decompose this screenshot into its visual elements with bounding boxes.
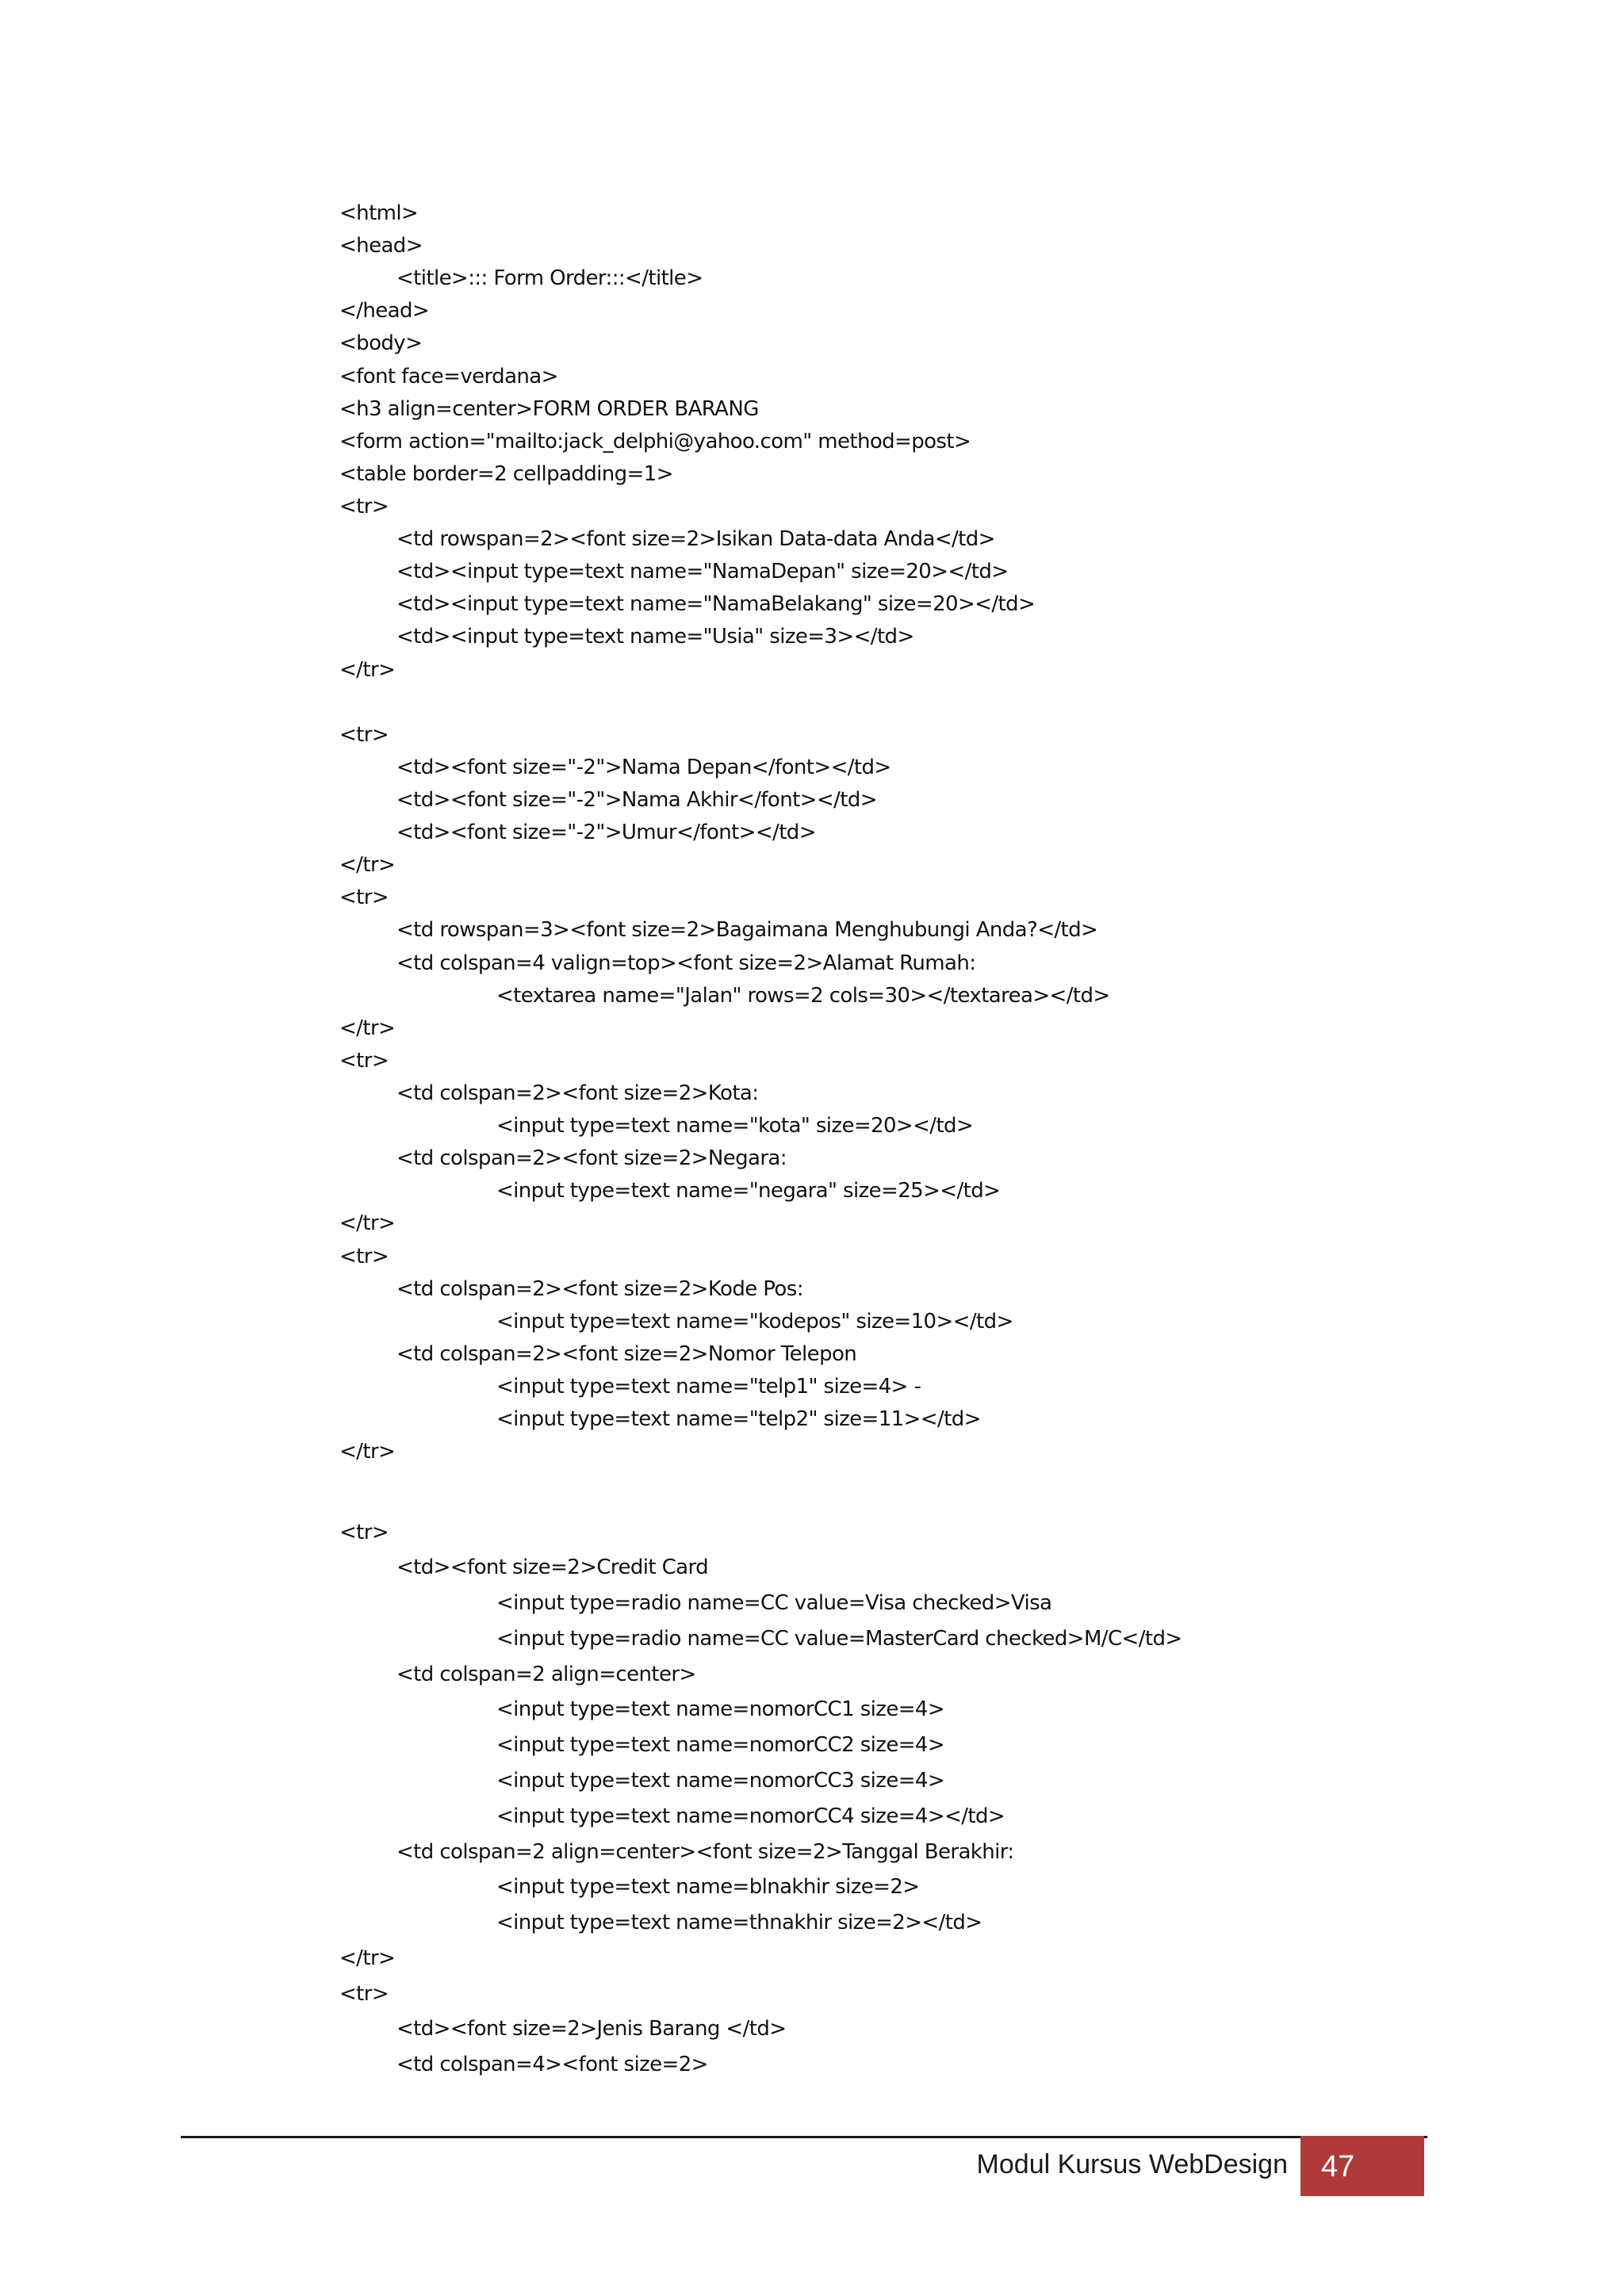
code-line: <font face=verdana>: [339, 365, 558, 388]
footer-title: Modul Kursus WebDesign: [976, 2149, 1288, 2179]
code-line: </head>: [339, 299, 430, 323]
code-line: <body>: [339, 331, 423, 355]
code-line: <form action="mailto:jack_delphi@yahoo.com" method=post>: [339, 430, 971, 453]
code-line: <input type=text name=thnakhir size=2></td>: [496, 1911, 982, 1934]
code-line: <html>: [339, 201, 419, 225]
code-line: <td><font size="-2">Nama Akhir</font></td>: [396, 788, 877, 812]
code-line: <td colspan=4 valign=top><font size=2>Alamat Rumah:: [396, 951, 976, 975]
code-line: <textarea name="Jalan" rows=2 cols=30></textarea></td>: [496, 984, 1110, 1008]
code-line: <input type=text name="negara" size=25></td>: [496, 1179, 1001, 1203]
code-line: <td colspan=2 align=center>: [396, 1663, 696, 1686]
code-line: </tr>: [339, 1440, 396, 1464]
code-line: </tr>: [339, 658, 396, 682]
code-line: <td colspan=2 align=center><font size=2>Tanggal Berakhir:: [396, 1840, 1014, 1864]
code-line: <input type=text name=nomorCC2 size=4>: [496, 1733, 945, 1757]
code-line: <td colspan=2><font size=2>Negara:: [396, 1146, 787, 1170]
code-line: <h3 align=center>FORM ORDER BARANG: [339, 397, 759, 421]
code-line: </tr>: [339, 1211, 396, 1235]
code-line: <tr>: [339, 1049, 389, 1073]
code-line: <input type=text name="kota" size=20></td>: [496, 1114, 974, 1138]
code-line: <tr>: [339, 1521, 389, 1544]
code-line: <input type=text name=nomorCC1 size=4>: [496, 1697, 945, 1721]
code-line: <td colspan=4><font size=2>: [396, 2053, 708, 2076]
page-number-badge: [1300, 2136, 1424, 2196]
code-line: <table border=2 cellpadding=1>: [339, 462, 673, 486]
code-line: <td><font size=2>Jenis Barang </td>: [396, 2017, 787, 2041]
code-line: <input type=text name="telp2" size=11></td>: [496, 1407, 981, 1431]
code-line: <tr>: [339, 1245, 389, 1269]
code-line: <tr>: [339, 495, 389, 519]
code-line: </tr>: [339, 1016, 396, 1040]
code-line: <td rowspan=3><font size=2>Bagaimana Menghubungi Anda?</td>: [396, 918, 1098, 942]
code-line: <input type=text name=blnakhir size=2>: [496, 1875, 920, 1899]
code-line: </tr>: [339, 853, 396, 877]
code-line: <input type=radio name=CC value=MasterCard checked>M/C</td>: [496, 1627, 1182, 1651]
code-line: <td><font size="-2">Umur</font></td>: [396, 821, 816, 844]
code-line: <td><input type=text name="Usia" size=3></td>: [396, 625, 914, 649]
code-line: <head>: [339, 234, 423, 258]
code-line: <input type=text name=nomorCC3 size=4>: [496, 1769, 945, 1793]
code-line: <input type=text name=nomorCC4 size=4></td>: [496, 1804, 1005, 1828]
code-line: <tr>: [339, 886, 389, 909]
code-line: <td><font size="-2">Nama Depan</font></td>: [396, 756, 891, 779]
code-line: <td colspan=2><font size=2>Nomor Telepon: [396, 1342, 857, 1366]
code-line: <td colspan=2><font size=2>Kode Pos:: [396, 1277, 803, 1301]
code-line: <td colspan=2><font size=2>Kota:: [396, 1081, 759, 1105]
code-line: <td rowspan=2><font size=2>Isikan Data-data Anda</td>: [396, 527, 995, 551]
code-line: <input type=radio name=CC value=Visa checked>Visa: [496, 1591, 1052, 1615]
code-line: <input type=text name="telp1" size=4> -: [496, 1375, 921, 1399]
code-line: <td><input type=text name="NamaDepan" size=20></td>: [396, 560, 1009, 584]
code-line: <tr>: [339, 723, 389, 747]
code-line: <td><input type=text name="NamaBelakang" size=20></td>: [396, 592, 1036, 616]
page-number: 47: [1321, 2150, 1355, 2183]
footer-rule: [181, 2136, 1427, 2138]
code-line: <tr>: [339, 1982, 389, 2006]
code-line: <input type=text name="kodepos" size=10></td>: [496, 1310, 1013, 1334]
code-line: <title>::: Form Order:::</title>: [396, 266, 703, 290]
code-line: </tr>: [339, 1946, 396, 1970]
code-line: <td><font size=2>Credit Card: [396, 1556, 709, 1579]
